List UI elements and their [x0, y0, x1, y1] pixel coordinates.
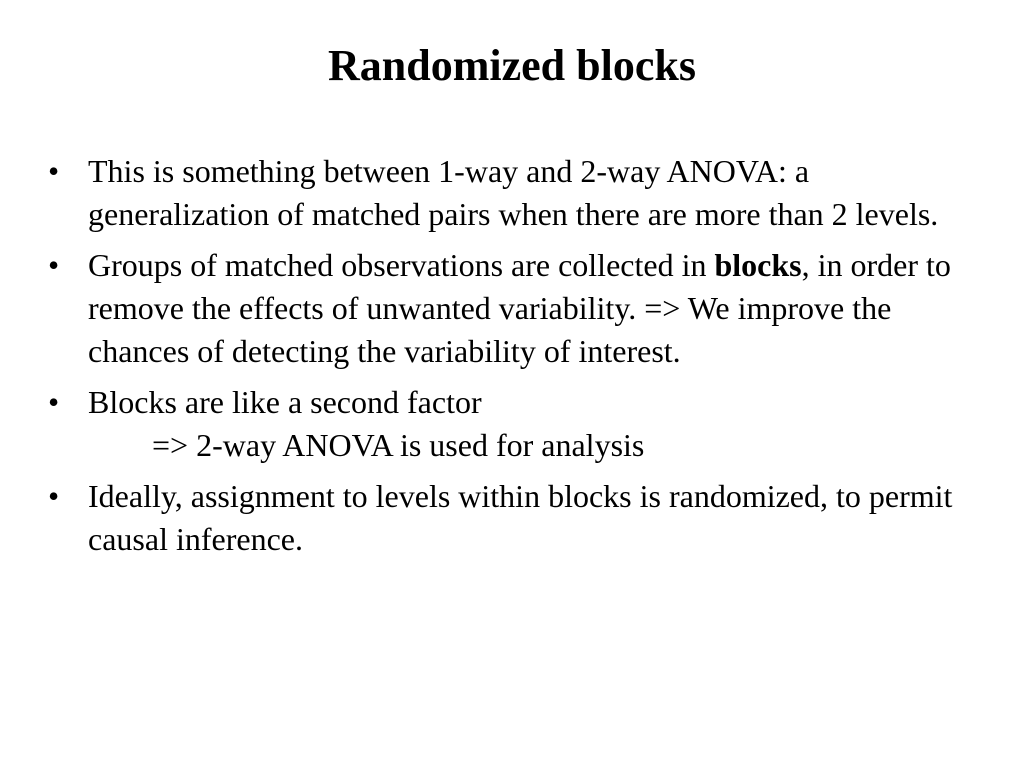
bullet-text-before: Groups of matched observations are collected in [88, 247, 715, 283]
bullet-bold-term: blocks [714, 247, 802, 283]
bullet-text: This is something between 1-way and 2-way ANOVA: a generalization of matched pairs when there are more than 2 levels. [88, 153, 939, 232]
bullet-list [48, 150, 978, 569]
bullet-item-blocks [48, 244, 978, 373]
bullet-text-after: , in order to remove the effects of unwanted variability. => We improve the chances of detecting the variability of interest. [88, 247, 951, 369]
bullet-icon: • [48, 153, 60, 189]
bullet-text: Blocks are like a second factor [88, 384, 482, 420]
slide-title: Randomized blocks [328, 41, 696, 90]
bullet-indented-line: => 2-way ANOVA is used for analysis [152, 427, 645, 463]
bullet-icon: • [48, 247, 60, 283]
bullet-item-anova [48, 150, 978, 236]
bullet-item-randomized [48, 475, 978, 561]
bullet-item-second-factor [48, 381, 978, 467]
bullet-icon: • [48, 478, 60, 514]
bullet-icon: • [48, 384, 60, 420]
bullet-text: Ideally, assignment to levels within blocks is randomized, to permit causal inference. [88, 478, 953, 557]
